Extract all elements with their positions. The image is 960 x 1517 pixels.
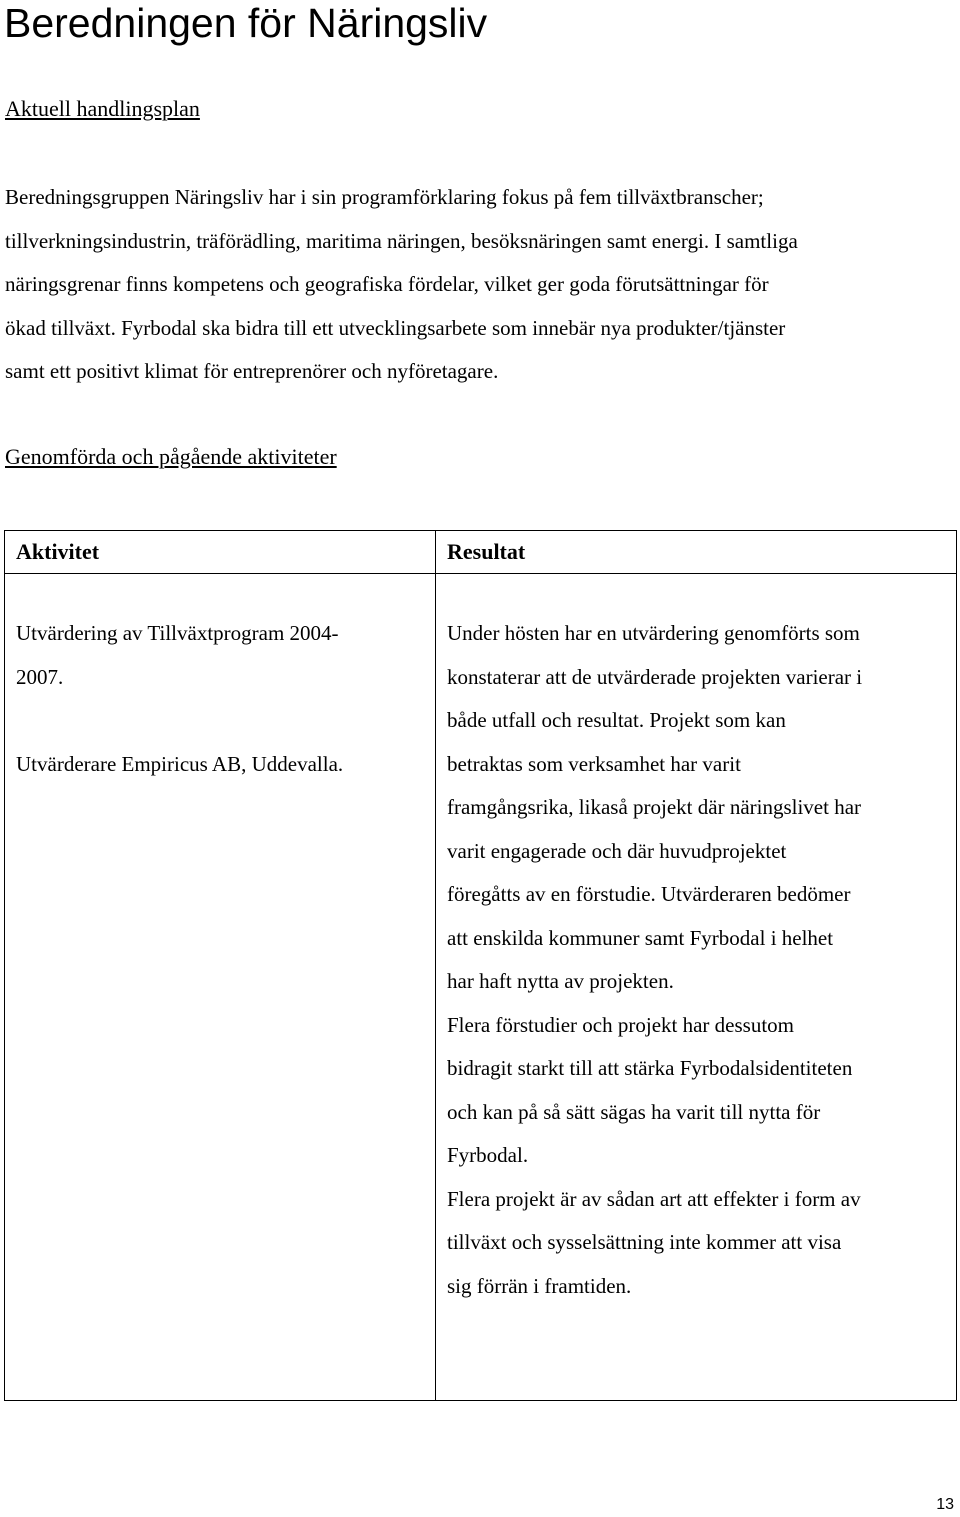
intro-line: Beredningsgruppen Näringsliv har i sin programförklaring fokus på fem tillväxtbranscher; <box>5 185 764 209</box>
intro-line: näringsgrenar finns kompetens och geografiska fördelar, vilket ger goda förutsättningar för <box>5 272 769 296</box>
page-number: 13 <box>936 1496 954 1513</box>
result-line: konstaterar att de utvärderade projekten varierar i <box>447 664 863 689</box>
intro-paragraph <box>5 176 955 394</box>
result-line: betraktas som verksamhet har varit <box>447 751 741 776</box>
table-row <box>5 574 957 1401</box>
result-line: att enskilda kommuner samt Fyrbodal i helhet <box>447 925 834 950</box>
intro-line: ökad tillväxt. Fyrbodal ska bidra till ett utvecklingsarbete som innebär nya produkter/tjänster <box>5 315 786 340</box>
page-title: Beredningen för Näringsliv <box>4 0 488 46</box>
intro-line: samt ett positivt klimat för entreprenörer och nyföretagare. <box>5 359 499 383</box>
result-line: Fyrbodal. <box>447 1143 529 1167</box>
section-heading-activities: Genomförda och pågående aktiviteter <box>5 444 337 469</box>
result-line: föregåtts av en förstudie. Utvärderaren bedömer <box>447 882 851 906</box>
result-cell <box>436 574 957 1401</box>
table-header-row <box>5 531 957 574</box>
result-line: bidragit starkt till att stärka Fyrbodalsidentiteten <box>447 1056 853 1080</box>
result-line: har haft nytta av projekten. <box>447 969 674 993</box>
result-line: Flera förstudier och projekt har dessutom <box>447 1012 794 1037</box>
result-line: både utfall och resultat. Projekt som kan <box>447 708 786 732</box>
result-line: sig förrän i framtiden. <box>447 1273 632 1298</box>
result-line: varit engagerade och där huvudprojektet <box>447 838 787 863</box>
result-line: och kan på så sätt sägas ha varit till nytta för <box>447 1099 821 1124</box>
result-line: Under hösten har en utvärdering genomförts som <box>447 621 860 645</box>
column-header-activity: Aktivitet <box>5 531 436 574</box>
activity-line: 2007. <box>16 664 64 689</box>
result-line: framgångsrika, likaså projekt där näringslivet har <box>447 795 862 819</box>
activity-line: Utvärderare Empiricus AB, Uddevalla. <box>16 751 344 776</box>
activity-cell <box>5 574 436 1401</box>
activities-table <box>4 530 957 1401</box>
column-header-result: Resultat <box>436 531 957 574</box>
section-heading-action-plan: Aktuell handlingsplan <box>5 96 200 121</box>
result-line: tillväxt och sysselsättning inte kommer att visa <box>447 1230 842 1254</box>
activity-line: Utvärdering av Tillväxtprogram 2004- <box>16 621 339 645</box>
intro-line: tillverkningsindustrin, träförädling, maritima näringen, besöksnäringen samt energi. I samtliga <box>5 228 798 253</box>
activity-line <box>16 699 435 743</box>
result-line: Flera projekt är av sådan art att effekter i form av <box>447 1186 861 1211</box>
